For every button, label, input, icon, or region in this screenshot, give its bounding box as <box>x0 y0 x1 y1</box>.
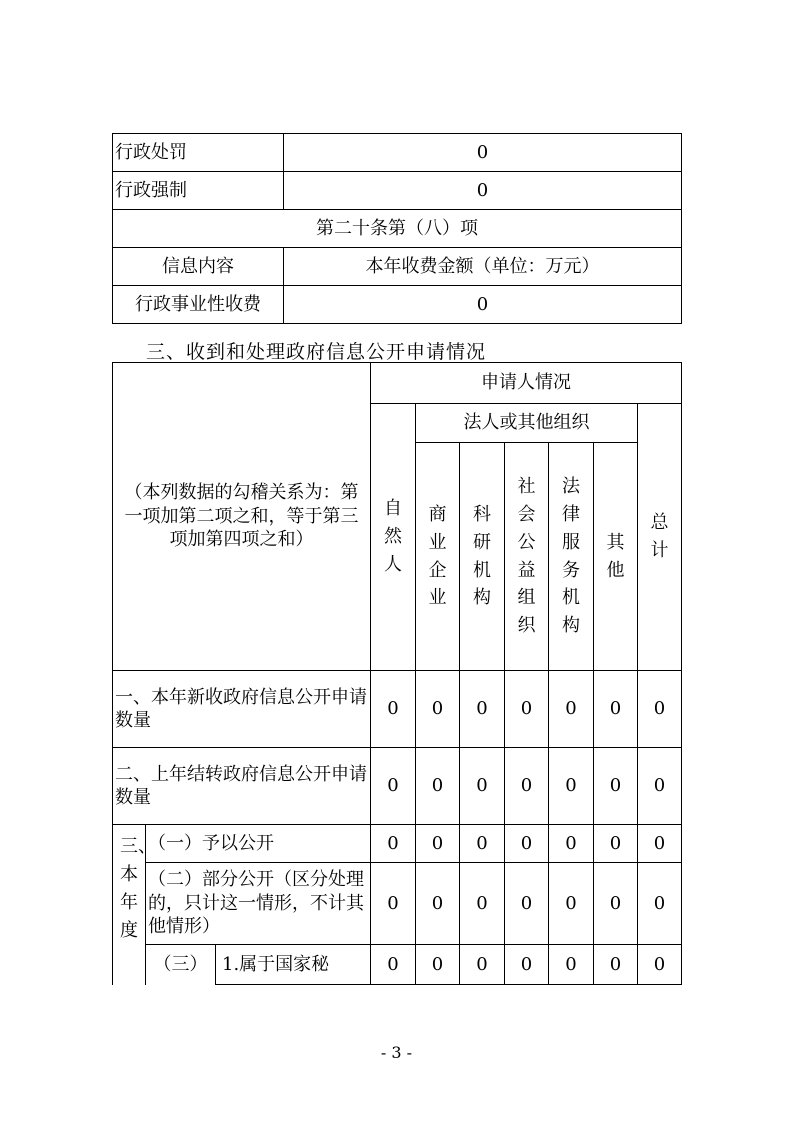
col-legal: 法律服务机构 <box>549 443 594 671</box>
table-section-heading: 第二十条第（八）项 <box>113 210 682 248</box>
row1-commercial: 0 <box>416 671 460 748</box>
row3a-legal: 0 <box>549 825 594 863</box>
row2-total: 0 <box>638 748 682 825</box>
row-value-enforcement: 0 <box>284 172 682 210</box>
row3-group-label: 三、本年度 <box>113 825 146 985</box>
col-natural-person: 自然人 <box>371 404 416 671</box>
row3a-other: 0 <box>594 825 638 863</box>
row3a-label: （一）予以公开 <box>146 825 371 863</box>
row1-social: 0 <box>505 671 549 748</box>
col-total: 总计 <box>638 404 682 671</box>
row3b-natural: 0 <box>371 863 416 945</box>
col-research: 科研机构 <box>460 443 505 671</box>
row-label-penalty: 行政处罚 <box>113 134 284 172</box>
legal-org-header: 法人或其他组织 <box>416 404 638 443</box>
row-label-enforcement: 行政强制 <box>113 172 284 210</box>
col-header-info: 信息内容 <box>113 248 284 286</box>
col-other: 其他 <box>594 443 638 671</box>
row3b-total: 0 <box>638 863 682 945</box>
row3c-research: 0 <box>460 945 505 985</box>
row1-other: 0 <box>594 671 638 748</box>
row3a-research: 0 <box>460 825 505 863</box>
row2-legal: 0 <box>549 748 594 825</box>
row3c-social: 0 <box>505 945 549 985</box>
row1-natural: 0 <box>371 671 416 748</box>
row2-commercial: 0 <box>416 748 460 825</box>
row3c-total: 0 <box>638 945 682 985</box>
row3c-commercial: 0 <box>416 945 460 985</box>
row3a-social: 0 <box>505 825 549 863</box>
col-commercial: 商业企业 <box>416 443 460 671</box>
section-title: 三、收到和处理政府信息公开申请情况 <box>146 341 487 363</box>
relation-note: （本列数据的勾稽关系为：第一项加第二项之和，等于第三项加第四项之和） <box>113 363 371 671</box>
applicant-header: 申请人情况 <box>371 363 682 404</box>
row3c-natural: 0 <box>371 945 416 985</box>
row3b-label: （二）部分公开（区分处理的，只计这一情形，不计其他情形） <box>146 863 371 945</box>
admin-table <box>112 133 682 324</box>
row2-social: 0 <box>505 748 549 825</box>
col-header-fee-amount: 本年收费金额（单位：万元） <box>284 248 682 286</box>
row3c-other: 0 <box>594 945 638 985</box>
disclosure-table <box>112 362 682 985</box>
row1-legal: 0 <box>549 671 594 748</box>
row3a-natural: 0 <box>371 825 416 863</box>
row1-total: 0 <box>638 671 682 748</box>
row-label-fee: 行政事业性收费 <box>113 286 284 324</box>
row3c-sub-label: （三） <box>146 945 216 985</box>
row3a-total: 0 <box>638 825 682 863</box>
row3c-label: 1.属于国家秘 <box>216 945 371 985</box>
row3b-social: 0 <box>505 863 549 945</box>
row3b-commercial: 0 <box>416 863 460 945</box>
row3b-legal: 0 <box>549 863 594 945</box>
row2-label: 二、上年结转政府信息公开申请数量 <box>113 748 371 825</box>
row3b-research: 0 <box>460 863 505 945</box>
row-value-fee: 0 <box>284 286 682 324</box>
row1-label: 一、本年新收政府信息公开申请数量 <box>113 671 371 748</box>
row3b-other: 0 <box>594 863 638 945</box>
row1-research: 0 <box>460 671 505 748</box>
row2-research: 0 <box>460 748 505 825</box>
row2-other: 0 <box>594 748 638 825</box>
row3a-commercial: 0 <box>416 825 460 863</box>
row-value-penalty: 0 <box>284 134 682 172</box>
row2-natural: 0 <box>371 748 416 825</box>
page-number: - 3 - <box>380 1043 413 1062</box>
row3c-legal: 0 <box>549 945 594 985</box>
col-social: 社会公益组织 <box>505 443 549 671</box>
